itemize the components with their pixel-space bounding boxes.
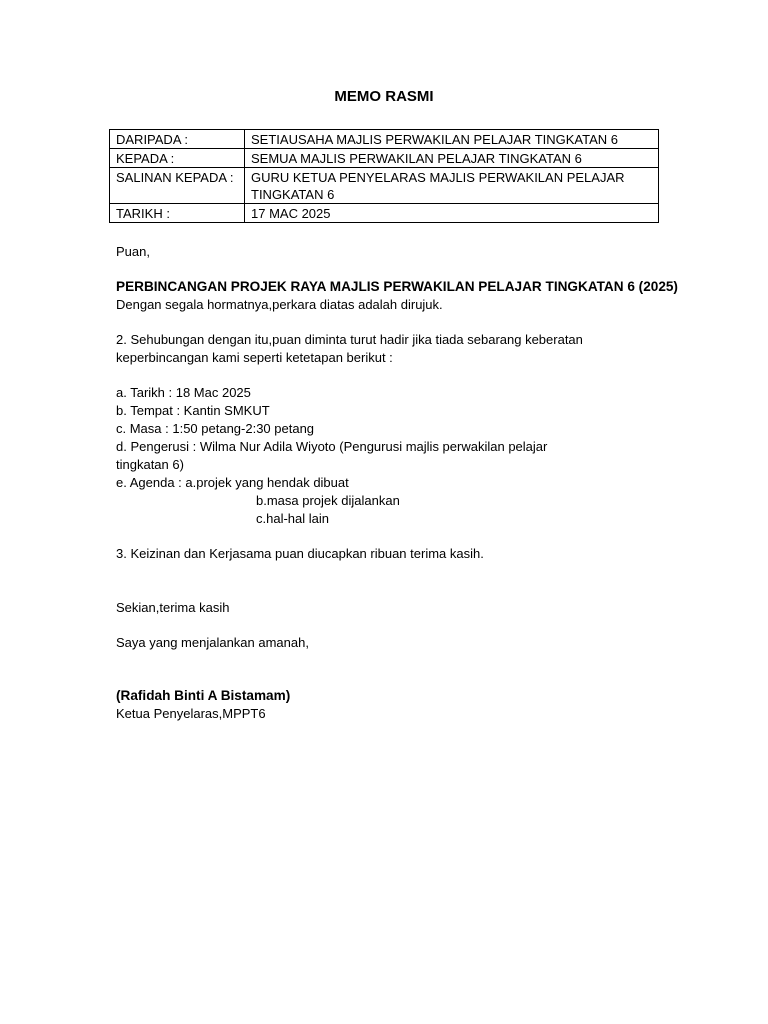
memo-title: MEMO RASMI xyxy=(334,88,434,105)
signatory-name: (Rafidah Binti A Bistamam) xyxy=(116,688,291,703)
paragraph-3: 3. Keizinan dan Kerjasama puan diucapkan ribuan terima kasih. xyxy=(116,546,484,561)
memo-subject: PERBINCANGAN PROJEK RAYA MAJLIS PERWAKILAN PELAJAR TINGKATAN 6 (2025) xyxy=(116,279,678,294)
from-value: SETIAUSAHA MAJLIS PERWAKILAN PELAJAR TINGKATAN 6 xyxy=(245,130,659,149)
paragraph-2-line-2: keperbincangan kami seperti ketetapan berikut : xyxy=(116,350,393,365)
closing-line-2: Saya yang menjalankan amanah, xyxy=(116,635,309,650)
signatory-position: Ketua Penyelaras,MPPT6 xyxy=(116,706,266,721)
table-row xyxy=(110,168,659,204)
table-row xyxy=(110,130,659,149)
list-item-chair: d. Pengerusi : Wilma Nur Adila Wiyoto (Pengurusi majlis perwakilan pelajar xyxy=(116,439,548,454)
date-label: TARIKH : xyxy=(110,204,245,223)
table-row xyxy=(110,149,659,168)
date-value: 17 MAC 2025 xyxy=(245,204,659,223)
to-value: SEMUA MAJLIS PERWAKILAN PELAJAR TINGKATAN 6 xyxy=(245,149,659,168)
list-item-date: a. Tarikh : 18 Mac 2025 xyxy=(116,385,251,400)
closing-line: Sekian,terima kasih xyxy=(116,600,230,615)
agenda-sub-item-c: c.hal-hal lain xyxy=(256,511,329,526)
salutation: Puan, xyxy=(116,244,150,259)
paragraph-2-line-1: 2. Sehubungan dengan itu,puan diminta turut hadir jika tiada sebarang keberatan xyxy=(116,332,583,347)
copy-to-value: GURU KETUA PENYELARAS MAJLIS PERWAKILAN PELAJAR TINGKATAN 6 xyxy=(245,168,659,204)
list-item-agenda: e. Agenda : a.projek yang hendak dibuat xyxy=(116,475,349,490)
list-item-time: c. Masa : 1:50 petang-2:30 petang xyxy=(116,421,315,436)
table-row xyxy=(110,204,659,223)
list-item-chair-cont: tingkatan 6) xyxy=(116,457,184,472)
to-label: KEPADA : xyxy=(110,149,245,168)
intro-paragraph: Dengan segala hormatnya,perkara diatas adalah dirujuk. xyxy=(116,297,443,312)
memo-header-table xyxy=(109,129,659,223)
copy-to-label: SALINAN KEPADA : xyxy=(110,168,245,204)
list-item-venue: b. Tempat : Kantin SMKUT xyxy=(116,403,270,418)
from-label: DARIPADA : xyxy=(110,130,245,149)
agenda-sub-item-b: b.masa projek dijalankan xyxy=(256,493,400,508)
